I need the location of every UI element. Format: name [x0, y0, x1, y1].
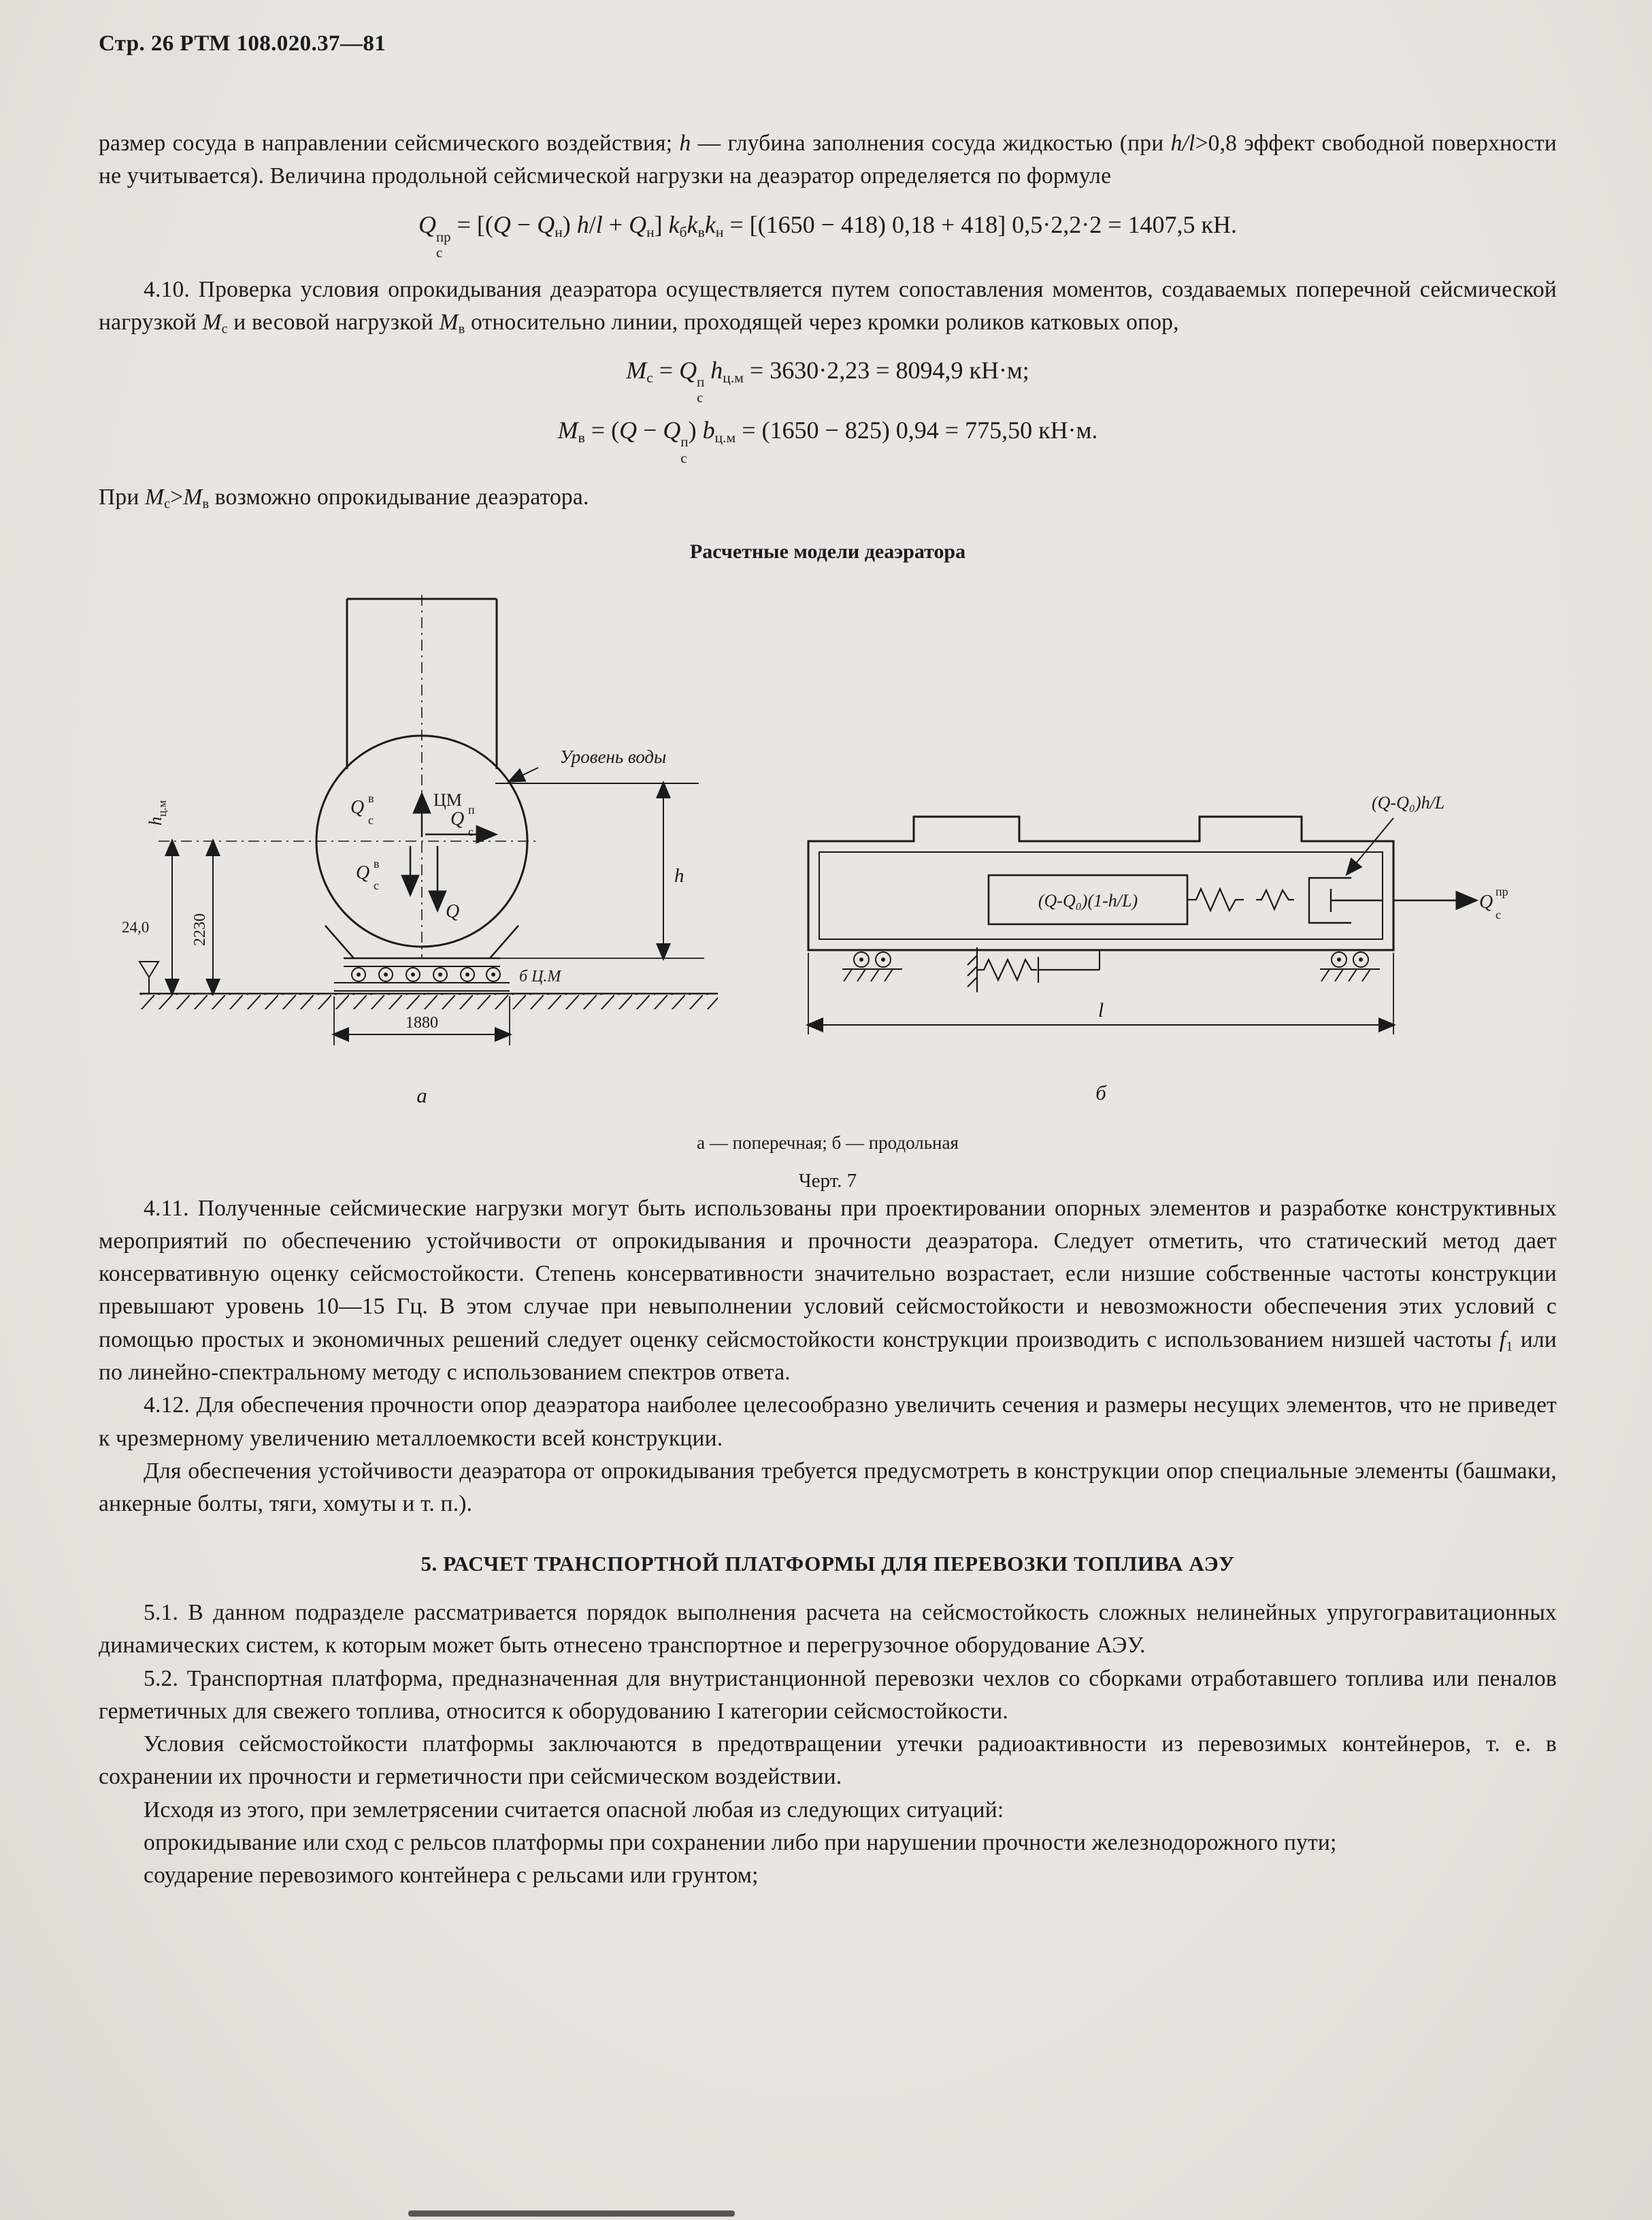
diagram-b-longitudinal — [795, 788, 1516, 1115]
figure-caption: а — поперечная; б — продольная — [697, 1132, 959, 1153]
paragraph-5-2-conditions: Условия сейсмостойкости платформы заключаются в предотвращении утечки радиоактивности из перевозимых контейнеров, т. е. в сохранении их прочности и герметичности при сейсмическом воздействии. — [99, 1731, 1557, 1790]
liquid-mass-box — [989, 875, 1187, 924]
scan-artifact — [408, 2210, 735, 2217]
figure-diagrams — [99, 591, 1557, 1115]
b-cm-label: б Ц.М — [519, 967, 561, 985]
sublabel-b: б — [1095, 1080, 1106, 1105]
svg-text:с: с — [368, 813, 374, 827]
formula-longitudinal-load: Q пр с = [(Q − Qн) h/l + Qн] kбkвkн = [(1650 − 418) 0,18 + 418] 0,5·2,2·2 = 1407,5 кН. — [418, 211, 1238, 261]
paragraph-5-2-impact: соударение перевозимого контейнера с рельсами или грунтом; — [144, 1863, 759, 1889]
friction-support — [968, 947, 1100, 992]
water-level — [495, 747, 699, 783]
platform-shell-outer — [808, 817, 1393, 950]
svg-text:h: h — [674, 864, 684, 887]
hl-load-label — [1347, 793, 1444, 874]
svg-text:(Q-Q₀)(1-h/L): (Q-Q₀)(1-h/L) — [1038, 890, 1138, 911]
paragraph-5-2: 5.2. Транспортная платформа, предназначенная для внутристанционной перевозки чехлов со сборками отработавшего топлива или пеналов герметичных для свежего топлива, относится к оборудованию I категории сейсмостойкости. — [99, 1665, 1557, 1724]
paragraph-5-1: 5.1. В данном подразделе рассматривается порядок выполнения расчета на сейсмостойкость сложных нелинейных упругогравитационных динамических систем, к которым может быть отнесено транспортное и перегрузочное оборудование АЭУ. — [99, 1600, 1557, 1659]
cm-label: ЦМ — [433, 789, 462, 810]
elevation-mark — [122, 919, 159, 994]
svg-text:1880: 1880 — [406, 1013, 438, 1032]
qcv-lower-label — [356, 857, 380, 892]
svg-text:2230: 2230 — [191, 913, 209, 946]
gap-element — [1309, 878, 1383, 923]
svg-text:(Q-Q₀)h/L: (Q-Q₀)h/L — [1372, 792, 1445, 813]
svg-text:24,0: 24,0 — [122, 918, 150, 936]
figure-number: Черт. 7 — [798, 1169, 857, 1192]
paragraph-4-12-cont: Для обеспечения устойчивости деаэратора от опрокидывания требуется предусмотреть в конструкции опор специальные элементы (башмаки, анкерные болты, тяги, хомуты и т. п.). — [99, 1458, 1557, 1517]
dim-l — [808, 953, 1393, 1034]
svg-text:hц.м: $h_{ц.м}$ — [146, 800, 169, 826]
svg-text:Q: Q — [450, 808, 465, 830]
paragraph-5-2-derailment: опрокидывание или сход с рельсов платформы при сохранении либо при нарушении прочности железнодорожного пути; — [144, 1829, 1337, 1855]
dim-h-cm — [146, 800, 172, 993]
sublabel-a: а — [416, 1083, 427, 1107]
figure-7 — [99, 540, 1557, 1192]
paragraph-4-10: 4.10. Проверка условия опрокидывания деаэратора осуществляется путем сопоставления моментов, создаваемых поперечной сейсмической нагрузкой Mс и весовой нагрузкой Mв относительно линии, проходящей через кромки роликов катковых опор, — [99, 276, 1557, 337]
dim-h — [500, 783, 704, 958]
svg-text:с: с — [1496, 907, 1501, 921]
paragraph-overturn-condition: При Mс>Mв возможно опрокидывание деаэратора. — [99, 485, 589, 512]
section-5-title: 5. РАСЧЕТ ТРАНСПОРТНОЙ ПЛАТФОРМЫ ДЛЯ ПЕРЕВОЗКИ ТОПЛИВА АЭУ — [420, 1552, 1235, 1576]
left-rollers — [842, 952, 902, 981]
q-weight-label: Q — [446, 900, 460, 922]
spring-elements — [1187, 889, 1294, 911]
formula-moment-mb: Mв = (Q − Q п с ) bц.м = (1650 − 825) 0,94 = 775,50 кН·м. — [557, 416, 1098, 466]
svg-text:l: l — [1097, 998, 1104, 1022]
dim-2230 — [191, 841, 213, 994]
page-header: Стр. 26 РТМ 108.020.37—81 — [99, 31, 386, 56]
svg-text:с: с — [374, 878, 379, 892]
water-level-label: Уровень воды — [559, 746, 667, 767]
ground — [139, 994, 718, 1009]
diagram-a-transverse — [119, 591, 731, 1115]
svg-text:пр: пр — [1496, 884, 1508, 898]
paragraph-4-11: 4.11. Полученные сейсмические нагрузки могут быть использованы при проектировании опорных элементов и разработке конструктивных мероприятий по обеспечению устойчивости от опрокидывания и прочности деаэратора. Следует отметить, что статический метод дает консервативную оценку сейсмостойкости. Степень консервативности значительно возрастает, если низшие собственные частоты конструкции превышают уровень 10—15 Гц. В этом случае при невыполнении условий сейсмостойкости и невозможности обеспечения этих условий с помощью простых и экономичных решений следует оценку сейсмостойкости конструкции производить с использованием низшей частоты f1 или по линейно-спектральному методу с использованием спектров ответа. — [99, 1195, 1557, 1386]
figure-title: Расчетные модели деаэратора — [689, 540, 966, 563]
svg-text:с: с — [468, 824, 474, 838]
qcpr-arrow — [1393, 885, 1508, 921]
svg-text:в: в — [374, 856, 380, 870]
svg-text:Q: Q — [356, 862, 370, 883]
paragraph-4-12: 4.12. Для обеспечения прочности опор деаэратора наиболее целесообразно увеличить сечения и размеры несущих элементов, что не приведет к чрезмерному увеличению металлоемкости всей конструкции. — [99, 1392, 1557, 1451]
qcv-upper-label — [350, 791, 374, 827]
paragraph-5-2-situations: Исходя из этого, при землетрясении считается опасной любая из следующих ситуаций: — [144, 1797, 1004, 1823]
seismic-load-arrows — [350, 790, 495, 922]
svg-text:Q: Q — [1479, 891, 1493, 913]
qcp-label — [450, 803, 475, 838]
svg-text:Q: Q — [350, 796, 365, 818]
rollers — [352, 968, 500, 981]
formula-moment-mc: Mс = Q п с hц.м = 3630·2,23 = 8094,9 кН·м; — [626, 356, 1029, 406]
paragraph-intro: размер сосуда в направлении сейсмического воздействия; h — глубина заполнения сосуда жидкостью (при h/l>0,8 эффект свободной поверхности не учитывается). Величина продольной сейсмической нагрузки на деаэратор определяется по формуле — [99, 131, 1557, 189]
svg-text:п: п — [468, 802, 475, 817]
svg-text:в: в — [368, 791, 374, 805]
right-rollers — [1320, 952, 1380, 981]
